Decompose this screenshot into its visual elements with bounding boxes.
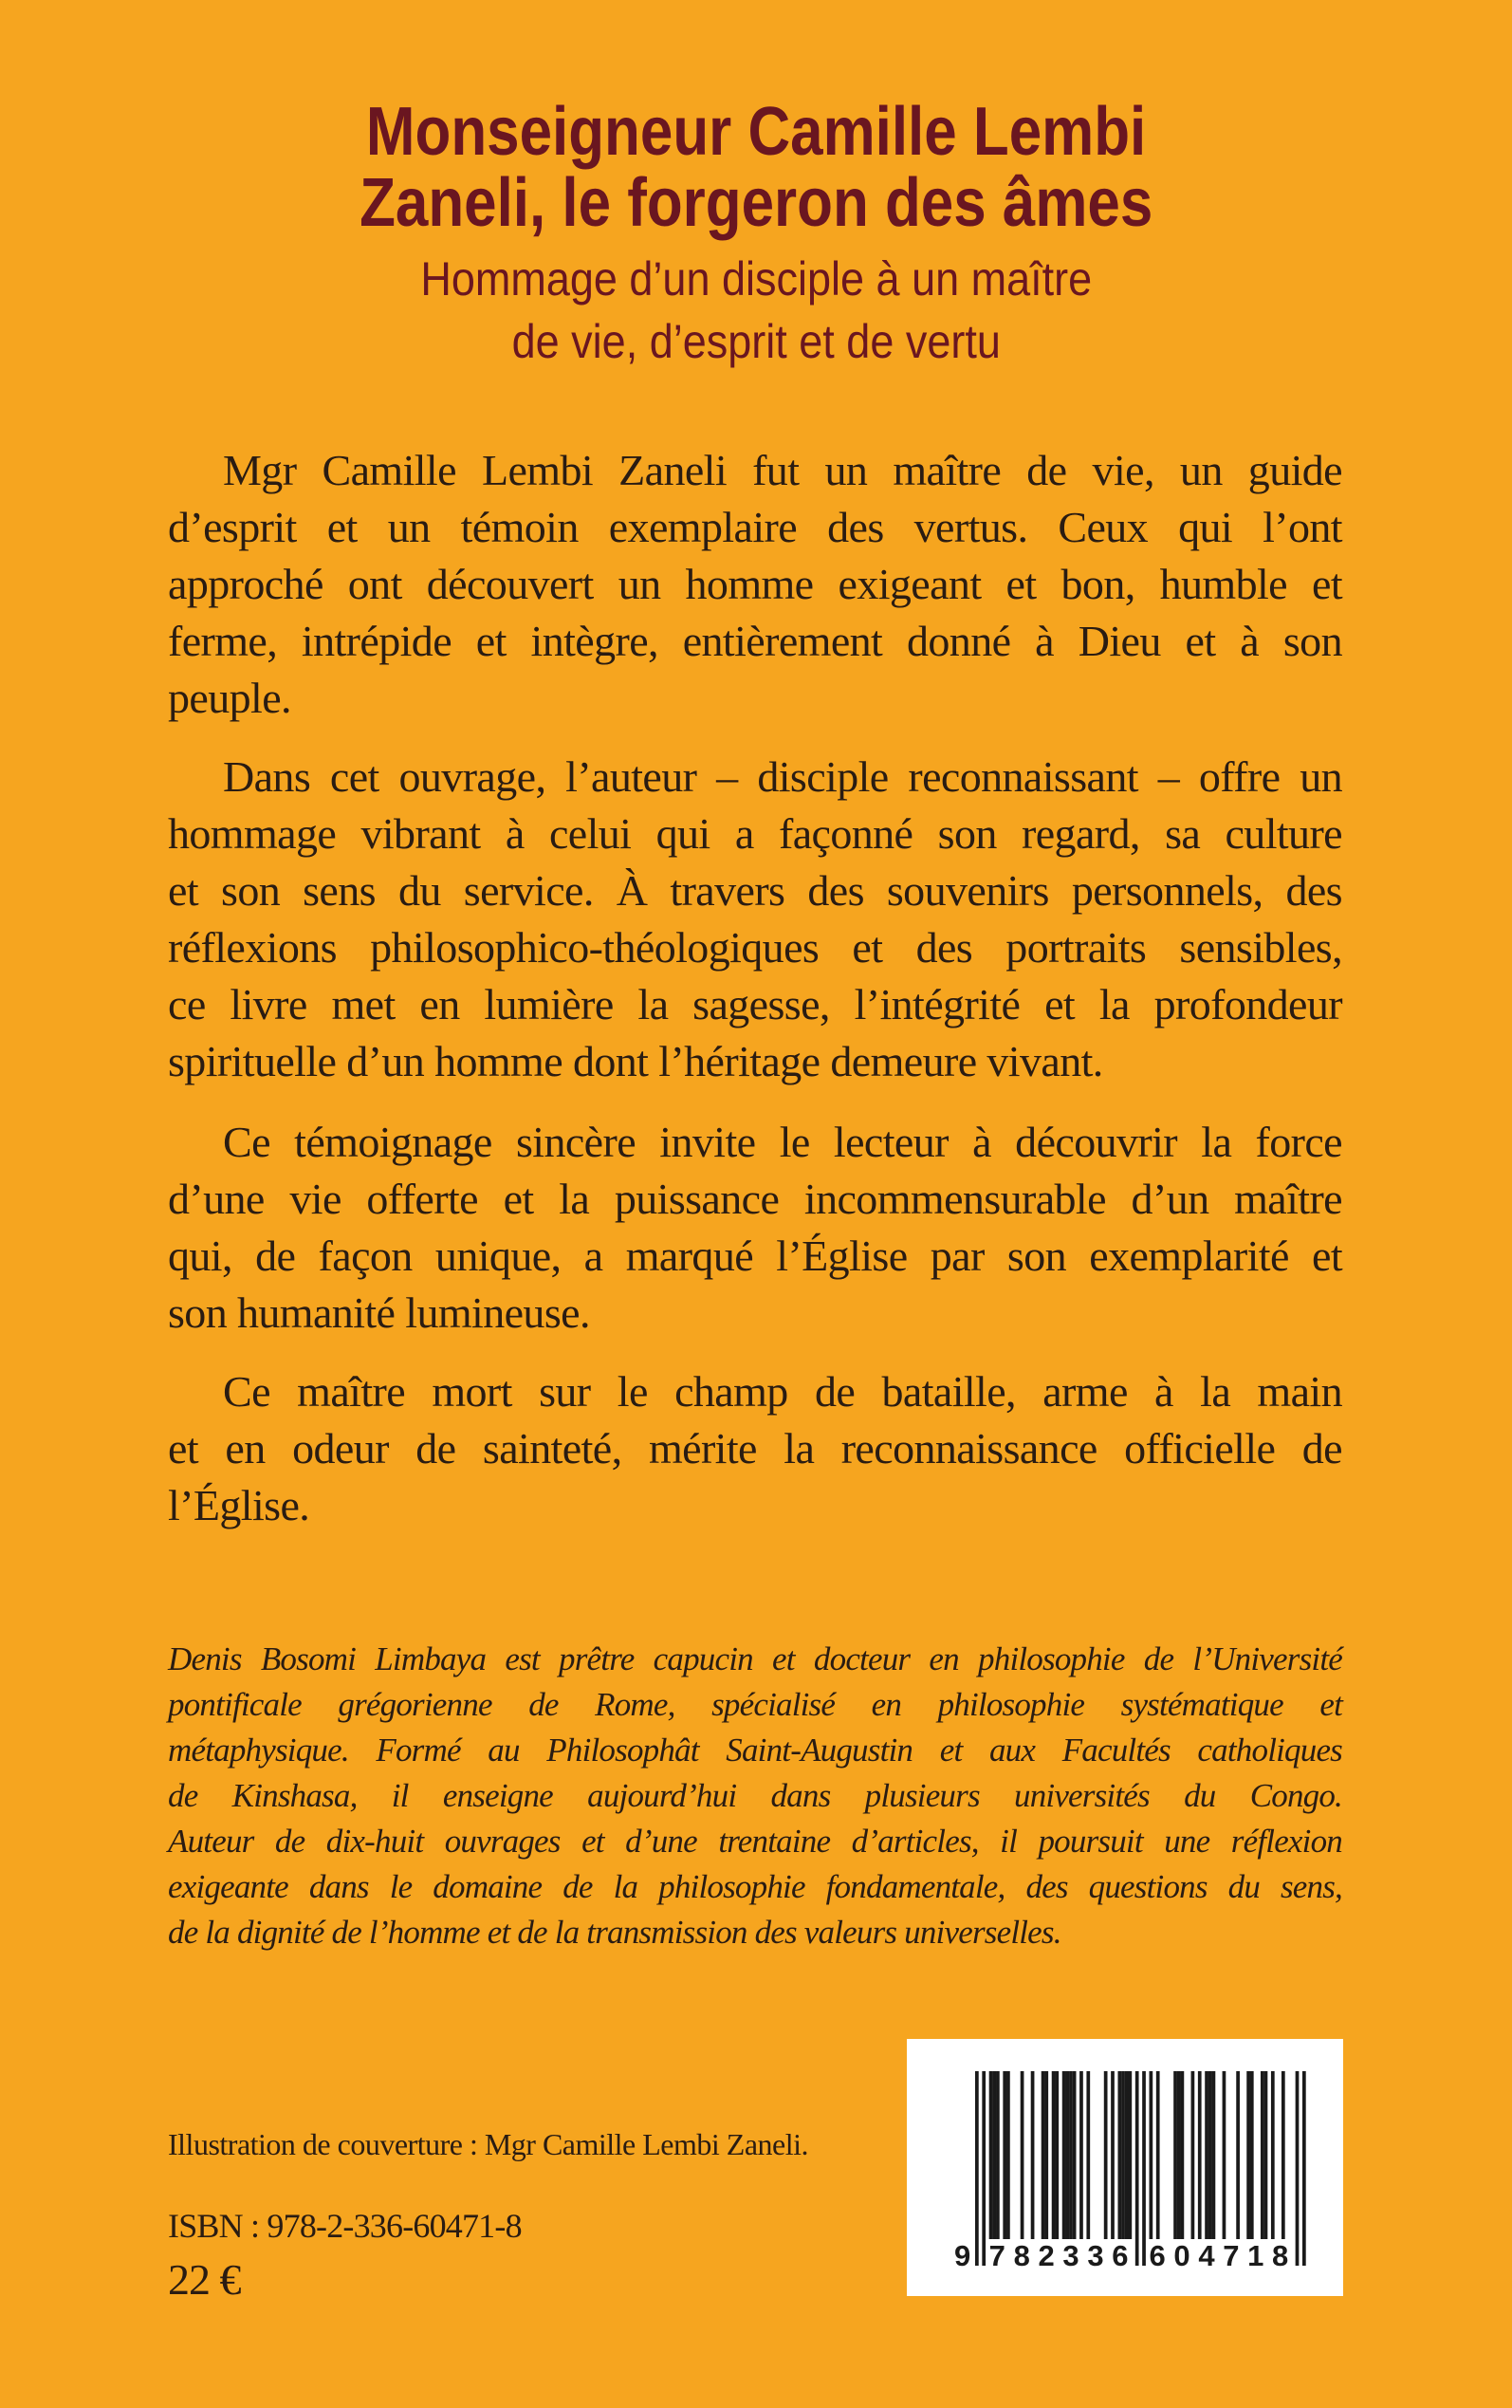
book-subtitle-line-2: [0, 315, 1512, 368]
description-line: approché ont découvert un homme exigeant et bon, humble et: [168, 560, 1342, 608]
author-bio-line: pontificale grégorienne de Rome, spécialisé en philosophie systématique et: [168, 1686, 1342, 1723]
book-subtitle-text-2: de vie, d’esprit et de vertu: [511, 315, 1001, 368]
description-line: Ce maître mort sur le champ de bataille, arme à la main: [223, 1367, 1342, 1416]
description-line: spirituelle d’un homme dont l’héritage demeure vivant.: [168, 1037, 1103, 1085]
ean13-barcode-icon: [954, 2071, 1307, 2270]
isbn-text: ISBN : 978-2-336-60471-8: [168, 2207, 522, 2245]
illustration-credit: Illustration de couverture : Mgr Camille Lembi Zaneli.: [168, 2127, 809, 2161]
svg-text:9: 9: [954, 2239, 971, 2270]
book-title-line-1: [0, 94, 1512, 170]
price-text: 22 €: [168, 2255, 241, 2304]
book-subtitle-line-1: [0, 252, 1512, 306]
author-bio-line: Auteur de dix-huit ouvrages et d’une trentaine d’articles, il poursuit une réflexion: [168, 1823, 1342, 1860]
description-line: son humanité lumineuse.: [168, 1288, 590, 1337]
description-line: et son sens du service. À travers des souvenirs personnels, des: [168, 866, 1342, 915]
description-line: et en odeur de sainteté, mérite la reconnaissance officielle de: [168, 1424, 1342, 1473]
author-bio-line: de la dignité de l’homme et de la transmission des valeurs universelles.: [168, 1914, 1061, 1951]
description-line: Ce témoignage sincère invite le lecteur à découvrir la force: [223, 1118, 1342, 1166]
barcode-panel: [907, 2039, 1343, 2296]
description-line: peuple.: [168, 674, 291, 722]
description-line: hommage vibrant à celui qui a façonné son regard, sa culture: [168, 809, 1342, 858]
svg-text:782336: 782336: [988, 2239, 1129, 2270]
description-line: l’Église.: [168, 1481, 310, 1529]
book-title-text-1: Monseigneur Camille Lembi: [365, 94, 1147, 170]
svg-text:604718: 604718: [1149, 2239, 1289, 2270]
book-subtitle-text-1: Hommage d’un disciple à un maître: [420, 252, 1092, 306]
description-line: Dans cet ouvrage, l’auteur – disciple reconnaissant – offre un: [223, 752, 1342, 801]
author-bio-line: de Kinshasa, il enseigne aujourd’hui dans plusieurs universités du Congo.: [168, 1777, 1342, 1814]
description-line: d’une vie offerte et la puissance incommensurable d’un maître: [168, 1175, 1342, 1223]
description-line: qui, de façon unique, a marqué l’Église par son exemplarité et: [168, 1232, 1342, 1280]
author-bio-line: exigeante dans le domaine de la philosophie fondamentale, des questions du sens,: [168, 1868, 1342, 1905]
description-line: ce livre met en lumière la sagesse, l’intégrité et la profondeur: [168, 980, 1342, 1028]
book-title-line-2: [0, 165, 1512, 241]
book-title-text-2: Zaneli, le forgeron des âmes: [359, 165, 1153, 241]
description-line: d’esprit et un témoin exemplaire des vertus. Ceux qui l’ont: [168, 503, 1342, 551]
description-line: ferme, intrépide et intègre, entièrement donné à Dieu et à son: [168, 617, 1342, 665]
author-bio-line: métaphysique. Formé au Philosophât Saint-Augustin et aux Facultés catholiques: [168, 1732, 1342, 1769]
description-line: réflexions philosophico-théologiques et des portraits sensibles,: [168, 923, 1342, 972]
author-bio-line: Denis Bosomi Limbaya est prêtre capucin et docteur en philosophie de l’Université: [168, 1640, 1342, 1677]
description-line: Mgr Camille Lembi Zaneli fut un maître de vie, un guide: [223, 446, 1342, 494]
